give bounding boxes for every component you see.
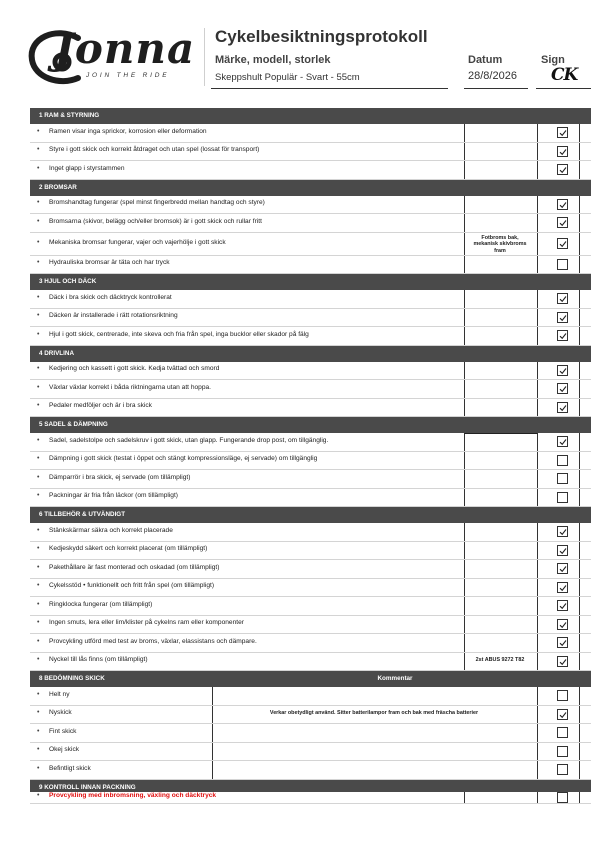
checklist-row — [30, 743, 591, 762]
checklist-item-label: Bromshandtag fungerar (spel minst fingerbredd mellan handtag och styre) — [49, 199, 265, 207]
bullet-mark: • — [37, 746, 40, 754]
checkbox-checked[interactable] — [557, 146, 568, 157]
section-title: 6 TILLBEHÖR & UTVÄNDIGT — [39, 511, 126, 518]
checkbox-checked[interactable] — [557, 127, 568, 138]
bullet-mark: • — [37, 455, 40, 463]
column-divider — [579, 706, 580, 724]
bullet-mark: • — [37, 492, 40, 500]
header-divider — [204, 28, 205, 86]
checklist-row — [30, 399, 591, 418]
checkbox-empty[interactable] — [557, 690, 568, 701]
checklist-row — [30, 687, 591, 706]
checkbox-checked[interactable] — [557, 582, 568, 593]
bullet-mark: • — [37, 365, 40, 373]
checklist-row — [30, 214, 591, 233]
checklist-row — [30, 196, 591, 215]
checkbox-checked[interactable] — [557, 238, 568, 249]
note-field[interactable] — [464, 327, 538, 345]
model-underline — [211, 88, 448, 89]
section-title: 8 BEDÖMNING SKICK — [39, 675, 105, 682]
bullet-mark: • — [37, 146, 40, 154]
checklist-item-label: Okej skick — [49, 746, 80, 754]
column-divider — [579, 124, 580, 142]
column-divider — [579, 542, 580, 560]
note-text: 2st ABUS 9272 T82 — [475, 657, 525, 664]
checklist-item-label: Dämparrör i bra skick, ej servade (om tillämpligt) — [49, 473, 191, 481]
model-label: Märke, modell, storlek — [215, 54, 331, 66]
note-field[interactable] — [464, 380, 538, 398]
section-title: 2 BROMSAR — [39, 183, 77, 191]
column-divider — [579, 653, 580, 671]
section-title: 9 KONTROLL INNAN PACKNING — [39, 783, 136, 791]
checklist-item-label: Hjul i gott skick, centrerade, inte skeva och fria från spel, inga bucklor eller skador på fälg — [49, 330, 309, 338]
sign-underline — [536, 88, 591, 89]
checkbox-checked[interactable] — [557, 365, 568, 376]
checklist-item-label: Pakethållare är fast monterad och oskadad (om tillämpligt) — [49, 563, 220, 571]
date-underline — [464, 88, 528, 89]
column-divider — [579, 327, 580, 345]
column-divider — [579, 761, 580, 779]
note-field[interactable] — [464, 143, 538, 161]
note-field[interactable] — [464, 634, 538, 652]
section-header — [30, 108, 591, 124]
comment-field[interactable] — [212, 743, 538, 761]
bullet-mark: • — [37, 582, 40, 590]
note-field[interactable] — [464, 792, 538, 803]
note-field[interactable] — [464, 161, 538, 179]
column-divider — [579, 597, 580, 615]
section-title: 1 RAM & STYRNING — [39, 112, 100, 119]
checkbox-checked[interactable] — [557, 619, 568, 630]
section-header — [30, 346, 591, 362]
checkbox-checked[interactable] — [557, 199, 568, 210]
date-label: Datum — [468, 54, 503, 66]
checklist-item-label: Kedjeskydd säkert och korrekt placerat (om tillämpligt) — [49, 545, 208, 553]
checklist-item-label: Dämpning i gott skick (testat i öppet och stängt kompressionsläge, ej servade) om tillgänglig — [49, 455, 318, 463]
column-divider — [579, 399, 580, 417]
column-divider — [579, 143, 580, 161]
checklist-row — [30, 706, 591, 725]
checkbox-empty[interactable] — [557, 792, 568, 803]
note-field[interactable] — [464, 433, 538, 451]
checklist-item-label: Inget glapp i styrstammen — [49, 164, 125, 172]
column-divider — [579, 380, 580, 398]
bullet-mark: • — [37, 545, 40, 553]
note-field[interactable] — [464, 470, 538, 488]
checklist-row — [30, 124, 591, 143]
column-divider — [579, 634, 580, 652]
bullet-mark: • — [37, 473, 40, 481]
checkbox-checked[interactable] — [557, 164, 568, 175]
comment-field[interactable] — [212, 687, 538, 705]
checklist-row — [30, 579, 591, 598]
sign-label: Sign — [541, 54, 565, 66]
checklist-item-label: Stänkskärmar säkra och korrekt placerade — [49, 526, 173, 534]
column-divider — [579, 214, 580, 232]
column-divider — [579, 309, 580, 327]
column-divider — [579, 489, 580, 507]
note-line: Fotbroms bak, — [481, 234, 519, 241]
bullet-mark: • — [37, 127, 40, 135]
checklist-item-label: Kedjering och kassett i gott skick. Kedja tvättad och smord — [49, 365, 220, 373]
checkbox-checked[interactable] — [557, 383, 568, 394]
note-field[interactable] — [464, 560, 538, 578]
checkbox-checked[interactable] — [557, 293, 568, 304]
checkbox-checked[interactable] — [557, 436, 568, 447]
checkbox-checked[interactable] — [557, 563, 568, 574]
checklist-item-label: Pedaler medföljer och är i bra skick — [49, 402, 152, 410]
checklist-row — [30, 380, 591, 399]
checklist-item-label: Packningar är fria från läckor (om tillämpligt) — [49, 492, 178, 500]
checklist-item-label: Nyckel till lås finns (om tillämpligt) — [49, 656, 148, 664]
bullet-mark: • — [37, 293, 40, 301]
checklist-item-label: Bromsarna (skivor, belägg och/eller bromsok) är i gott skick och rullar fritt — [49, 217, 262, 225]
checklist-row — [30, 161, 591, 180]
column-divider — [579, 792, 580, 803]
comment-field[interactable] — [212, 761, 538, 779]
signature[interactable]: CK — [551, 65, 578, 85]
bullet-mark: • — [37, 199, 40, 207]
column-divider — [579, 523, 580, 541]
column-divider — [579, 743, 580, 761]
page-title: Cykelbesiktningsprotokoll — [215, 27, 428, 46]
comment-column-label: Kommentar — [377, 675, 413, 682]
checklist-row — [30, 233, 591, 256]
note-field[interactable] — [464, 256, 538, 274]
bullet-mark: • — [37, 764, 40, 772]
checklist-row — [30, 616, 591, 635]
checklist-row — [30, 792, 591, 804]
checkbox-empty[interactable] — [557, 259, 568, 270]
note-field[interactable] — [464, 489, 538, 507]
checklist-row — [30, 290, 591, 309]
checklist-row — [30, 489, 591, 508]
bullet-mark: • — [37, 436, 40, 444]
checklist-item-label: Ringklocka fungerar (om tillämpligt) — [49, 600, 153, 608]
bullet-mark: • — [37, 238, 40, 246]
note-field[interactable] — [464, 579, 538, 597]
bullet-mark: • — [37, 312, 40, 320]
checkbox-checked[interactable] — [557, 709, 568, 720]
checklist-item-label: Helt ny — [49, 690, 70, 698]
note-field[interactable] — [464, 196, 538, 214]
checkbox-empty[interactable] — [557, 473, 568, 484]
note-field[interactable] — [464, 452, 538, 470]
column-divider — [579, 233, 580, 255]
checkbox-checked[interactable] — [557, 637, 568, 648]
checklist-row — [30, 309, 591, 328]
note-line: mekanisk skivbroms — [473, 241, 527, 247]
checklist-row — [30, 433, 591, 452]
checklist-row — [30, 724, 591, 743]
checklist-item-label: Befintligt skick — [49, 764, 91, 772]
logo-wordmark: Jonna — [54, 24, 196, 73]
section-header — [30, 780, 591, 792]
section-title: 4 DRIVLINA — [39, 349, 74, 357]
note-field[interactable] — [464, 124, 538, 142]
column-divider — [579, 256, 580, 274]
checklist-item-label: Fint skick — [49, 727, 77, 735]
checkbox-checked[interactable] — [557, 330, 568, 341]
checklist-item-label: Hydrauliska bromsar är täta och har tryck — [49, 259, 170, 267]
column-divider — [579, 196, 580, 214]
date-value[interactable]: 28/8/2026 — [468, 70, 517, 82]
bullet-mark: • — [37, 526, 40, 534]
bullet-mark: • — [37, 619, 40, 627]
column-divider — [579, 161, 580, 179]
checklist-item-label: Styre i gott skick och korrekt åtdraget och utan spel (lossat för transport) — [49, 146, 260, 154]
checkbox-empty[interactable] — [557, 455, 568, 466]
checkbox-checked[interactable] — [557, 600, 568, 611]
column-divider — [579, 724, 580, 742]
checklist-row — [30, 143, 591, 162]
column-divider — [579, 687, 580, 705]
checkbox-checked[interactable] — [557, 312, 568, 323]
checklist-row — [30, 761, 591, 780]
checklist-item-label: Ingen smuts, lera eller lim/klister på cykelns ram eller komponenter — [49, 619, 244, 627]
bullet-mark: • — [37, 727, 40, 735]
section-header — [30, 671, 591, 687]
checklist-item-label: Cykelsstöd • funktionellt och fritt från spel (om tillämpligt) — [49, 582, 215, 590]
note-field[interactable] — [464, 309, 538, 327]
note-field[interactable] — [464, 214, 538, 232]
comment-field[interactable] — [212, 724, 538, 742]
column-divider — [579, 433, 580, 451]
checklist-row — [30, 452, 591, 471]
checkbox-empty[interactable] — [557, 746, 568, 757]
bullet-mark: • — [37, 259, 40, 267]
checklist-row — [30, 542, 591, 561]
checkbox-checked[interactable] — [557, 545, 568, 556]
note-field[interactable] — [464, 399, 538, 417]
checklist-item-label: Provcykling med inbromsning, växling och däcktryck — [49, 792, 217, 799]
checkbox-checked[interactable] — [557, 526, 568, 537]
bullet-mark: • — [37, 656, 40, 664]
column-divider — [579, 579, 580, 597]
checklist-item-label: Däcken är installerade i rätt rotationsriktning — [49, 312, 178, 320]
checklist-row — [30, 256, 591, 275]
bullet-mark: • — [37, 402, 40, 410]
checklist-item-label: Ramen visar inga sprickor, korrosion eller deformation — [49, 127, 207, 135]
bullet-mark: • — [37, 709, 40, 717]
inspection-table — [30, 108, 591, 804]
checklist-item-label: Nyskick — [49, 709, 72, 717]
note-field[interactable] — [464, 362, 538, 380]
checklist-item-label: Däck i bra skick och däcktryck kontrollerat — [49, 293, 172, 301]
bullet-mark: • — [37, 600, 40, 608]
bullet-mark: • — [37, 563, 40, 571]
checklist-item-label: Mekaniska bromsar fungerar, vajer och vajerhölje i gott skick — [49, 238, 226, 246]
checklist-row — [30, 634, 591, 653]
bullet-mark: • — [37, 792, 40, 799]
section-title: 3 HJUL OCH DÄCK — [39, 278, 97, 285]
checklist-item-label: Sadel, sadelstolpe och sadelskruv i gott skick, utan glapp. Fungerande drop post, om tillgänglig. — [49, 436, 329, 444]
section-header — [30, 507, 591, 523]
checkbox-checked[interactable] — [557, 217, 568, 228]
column-divider — [579, 290, 580, 308]
section-header — [30, 274, 591, 290]
model-value[interactable]: Skeppshult Populär - Svart - 55cm — [215, 72, 360, 83]
bullet-mark: • — [37, 217, 40, 225]
checkbox-empty[interactable] — [557, 492, 568, 503]
bullet-mark: • — [37, 383, 40, 391]
column-divider — [579, 560, 580, 578]
column-divider — [579, 470, 580, 488]
checklist-row — [30, 470, 591, 489]
column-divider — [579, 452, 580, 470]
section-header — [30, 180, 591, 196]
checkbox-checked[interactable] — [557, 402, 568, 413]
brand-logo — [26, 22, 196, 90]
bullet-mark: • — [37, 690, 40, 698]
bullet-mark: • — [37, 330, 40, 338]
checklist-row — [30, 362, 591, 381]
note-field[interactable] — [464, 290, 538, 308]
note-field[interactable] — [464, 597, 538, 615]
checkbox-checked[interactable] — [557, 656, 568, 667]
note-field[interactable] — [464, 542, 538, 560]
checklist-item-label: Provcykling utförd med test av broms, växlar, elassistans och dämpare. — [49, 637, 257, 645]
bullet-mark: • — [37, 637, 40, 645]
checklist-row — [30, 597, 591, 616]
note-line: fram — [494, 247, 506, 254]
checklist-row — [30, 523, 591, 542]
column-divider — [579, 362, 580, 380]
section-title: 5 SADEL & DÄMPNING — [39, 421, 108, 428]
note-field[interactable] — [464, 616, 538, 634]
checkbox-empty[interactable] — [557, 727, 568, 738]
column-divider — [579, 616, 580, 634]
checklist-row — [30, 327, 591, 346]
checklist-item-label: Växlar växlar korrekt i båda riktningarna utan att hoppa. — [49, 383, 212, 391]
note-field[interactable] — [464, 523, 538, 541]
checklist-row — [30, 653, 591, 672]
checklist-row — [30, 560, 591, 579]
checkbox-empty[interactable] — [557, 764, 568, 775]
logo-tagline: JOIN THE RIDE — [86, 72, 170, 79]
bullet-mark: • — [37, 164, 40, 172]
comment-text: Verkar obetydligt använd. Sitter batterilampor fram och bak med fräscha batterier — [269, 710, 479, 717]
section-header — [30, 417, 591, 433]
